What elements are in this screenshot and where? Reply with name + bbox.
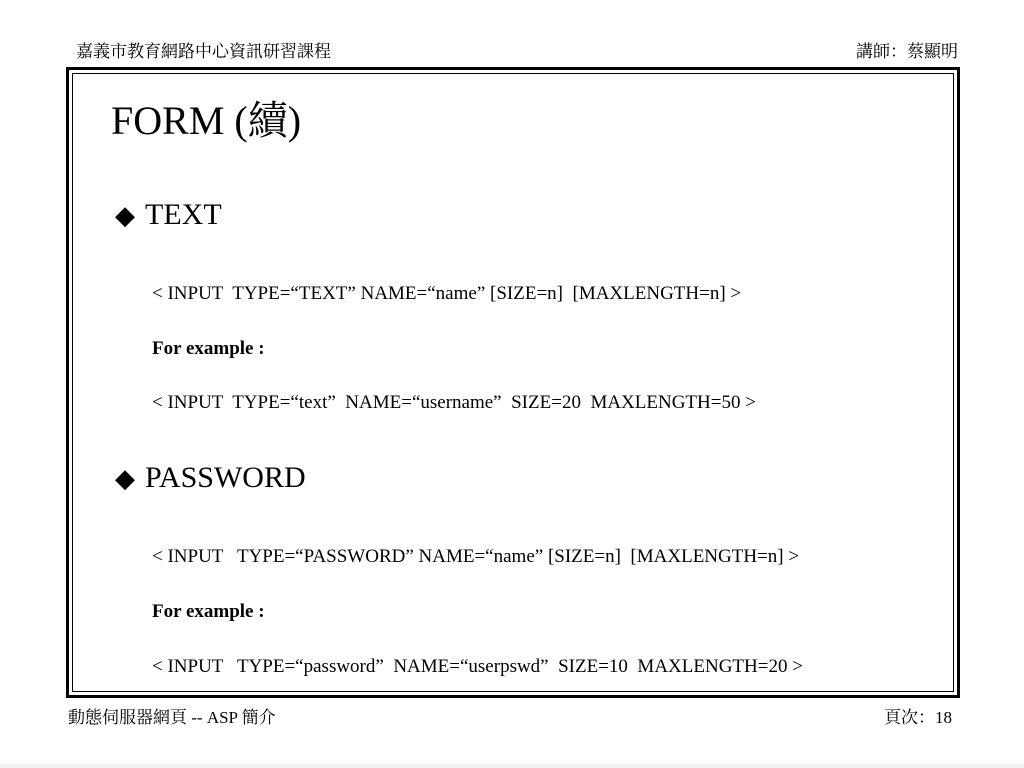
bottom-divider — [0, 764, 1024, 768]
section-heading-password — [115, 460, 306, 497]
diamond-icon: ◆ — [115, 201, 135, 230]
example-label-password: For example : — [152, 601, 265, 622]
example-label-text: For example : — [152, 338, 265, 359]
diamond-icon: ◆ — [115, 464, 135, 493]
example-code-text: < INPUT TYPE=“text” NAME=“username” SIZE=20 MAXLENGTH=50 > — [152, 392, 756, 413]
section-heading-label: TEXT — [145, 198, 222, 231]
section-heading-label: PASSWORD — [145, 461, 306, 494]
example-code-password: < INPUT TYPE=“password” NAME=“userpswd” SIZE=10 MAXLENGTH=20 > — [152, 656, 803, 677]
slide-title: FORM (續) — [111, 98, 302, 143]
page-number: 頁次：18 — [884, 708, 952, 727]
section-heading-text — [115, 197, 222, 234]
syntax-line-password: < INPUT TYPE=“PASSWORD” NAME=“name” [SIZE=n] [MAXLENGTH=n] > — [152, 546, 800, 567]
syntax-line-text: < INPUT TYPE=“TEXT” NAME=“name” [SIZE=n] [MAXLENGTH=n] > — [152, 283, 742, 304]
footer-title: 動態伺服器網頁 -- ASP 簡介 — [68, 708, 276, 727]
instructor-name: 講師：蔡顯明 — [856, 42, 958, 61]
course-name: 嘉義市教育網路中心資訊研習課程 — [76, 42, 331, 61]
